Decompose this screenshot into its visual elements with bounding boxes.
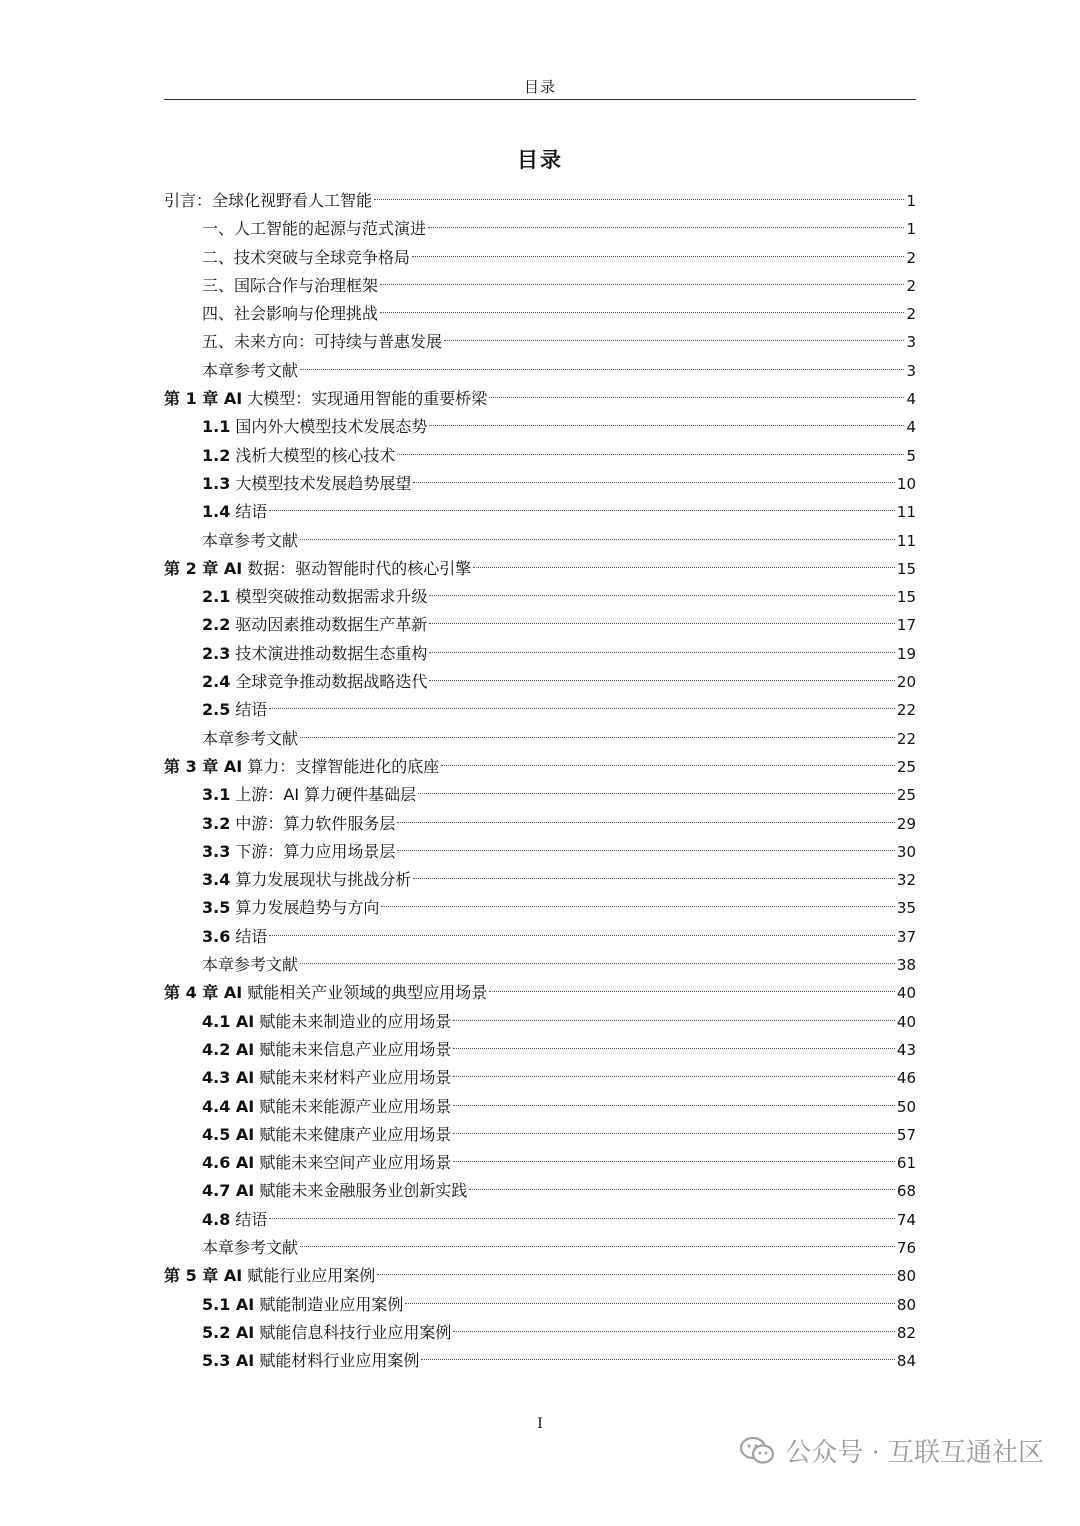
toc-leader-dots <box>453 1331 895 1332</box>
toc-entry-page: 30 <box>896 842 916 861</box>
toc-entry-page: 50 <box>896 1097 916 1116</box>
toc-entry[interactable] <box>164 1149 916 1177</box>
running-header: 目录 <box>523 78 556 96</box>
toc-entry-page: 43 <box>896 1040 916 1059</box>
toc-entry[interactable] <box>164 923 916 951</box>
toc-leader-dots <box>380 312 904 313</box>
toc-entry-page: 38 <box>896 956 916 975</box>
toc-leader-dots <box>300 369 904 370</box>
toc-entry-label: 4.2 AI 赋能未来信息产业应用场景 <box>202 1039 452 1059</box>
toc-entry-label: 1.4 结语 <box>202 502 268 522</box>
toc-entry-page: 25 <box>896 786 916 805</box>
toc-entry-label: 4.3 AI 赋能未来材料产业应用场景 <box>202 1068 452 1088</box>
toc-entry-label: 第 2 章 AI 数据：驱动智能时代的核心引擎 <box>164 558 472 578</box>
toc-entry-label: 第 5 章 AI 赋能行业应用案例 <box>164 1266 376 1286</box>
toc-entry-label: 二、技术突破与全球竞争格局 <box>202 247 411 267</box>
toc-entry-page: 4 <box>906 390 916 409</box>
toc-entry-page: 3 <box>906 361 916 380</box>
toc-entry-page: 74 <box>896 1210 916 1229</box>
toc-entry-label: 4.1 AI 赋能未来制造业的应用场景 <box>202 1011 452 1031</box>
toc-entry-page: 80 <box>896 1295 916 1314</box>
watermark-text: 公众号 · 互联互通社区 <box>785 1438 1044 1468</box>
toc-entry-label: 3.3 下游：算力应用场景层 <box>202 841 396 861</box>
toc-entry-label: 一、人工智能的起源与范式演进 <box>202 219 427 239</box>
toc-leader-dots <box>397 454 904 455</box>
toc-entry[interactable] <box>164 781 916 809</box>
toc-entry[interactable] <box>164 187 916 215</box>
toc-leader-dots <box>413 482 894 483</box>
toc-entry[interactable] <box>164 1121 916 1149</box>
toc-entry[interactable] <box>164 640 916 668</box>
toc-leader-dots <box>300 963 895 964</box>
toc-entry-page: 76 <box>896 1238 916 1257</box>
toc-entry[interactable] <box>164 1064 916 1092</box>
toc-leader-dots <box>441 765 895 766</box>
toc-entry-label: 4.6 AI 赋能未来空间产业应用场景 <box>202 1153 452 1173</box>
toc-leader-dots <box>269 510 894 511</box>
toc-entry-label: 2.1 模型突破推动数据需求升级 <box>202 587 428 607</box>
toc-entry[interactable] <box>164 272 916 300</box>
toc-leader-dots <box>405 1303 895 1304</box>
toc-entry-page: 15 <box>896 559 916 578</box>
toc-leader-dots <box>429 680 894 681</box>
toc-entry[interactable] <box>164 555 916 583</box>
toc-entry[interactable] <box>164 1347 916 1375</box>
toc-entry-label: 本章参考文献 <box>202 530 299 550</box>
toc-entry-page: 40 <box>896 984 916 1003</box>
toc-leader-dots <box>380 284 904 285</box>
page-number: I <box>537 1416 543 1432</box>
toc-entry[interactable] <box>164 498 916 526</box>
toc-leader-dots <box>428 227 904 228</box>
toc-entry-page: 22 <box>896 729 916 748</box>
toc-entry-page: 10 <box>896 474 916 493</box>
toc-entry-label: 2.5 结语 <box>202 700 268 720</box>
toc-entry-label: 1.3 大模型技术发展趋势展望 <box>202 473 412 493</box>
toc-entry-label: 本章参考文献 <box>202 360 299 380</box>
toc-entry-label: 2.3 技术演进推动数据生态重构 <box>202 643 428 663</box>
toc-title: 目录 <box>517 148 563 172</box>
toc-entry[interactable] <box>164 1319 916 1347</box>
toc-entry-label: 三、国际合作与治理框架 <box>202 275 379 295</box>
toc-entry-page: 46 <box>896 1069 916 1088</box>
toc-entry-label: 四、社会影响与伦理挑战 <box>202 304 379 324</box>
watermark <box>739 1432 1044 1469</box>
toc-entry[interactable] <box>164 611 916 639</box>
toc-entry[interactable] <box>164 1093 916 1121</box>
toc-entry-label: 3.1 上游：AI 算力硬件基础层 <box>202 785 417 805</box>
toc-entry[interactable] <box>164 810 916 838</box>
toc-entry-label: 本章参考文献 <box>202 1237 299 1257</box>
toc-entry-label: 5.1 AI 赋能制造业应用案例 <box>202 1294 404 1314</box>
toc-entry-label: 3.5 算力发展趋势与方向 <box>202 898 380 918</box>
toc-leader-dots <box>473 567 895 568</box>
toc-entry-page: 22 <box>896 701 916 720</box>
toc-leader-dots <box>377 1274 895 1275</box>
toc-entry-page: 25 <box>896 757 916 776</box>
toc-leader-dots <box>469 1189 895 1190</box>
toc-entry-page: 2 <box>906 248 916 267</box>
toc-entry-page: 32 <box>896 871 916 890</box>
toc-entry-page: 4 <box>906 418 916 437</box>
toc-entry-page: 11 <box>896 503 916 522</box>
toc-entry[interactable] <box>164 1177 916 1205</box>
toc-leader-dots <box>300 1246 895 1247</box>
toc-entry[interactable] <box>164 244 916 272</box>
toc-leader-dots <box>489 397 904 398</box>
toc-entry-label: 第 3 章 AI 算力：支撑智能进化的底座 <box>164 756 440 776</box>
toc-entry-label: 2.4 全球竞争推动数据战略迭代 <box>202 672 428 692</box>
toc-entry[interactable] <box>164 413 916 441</box>
toc-leader-dots <box>453 1020 895 1021</box>
toc-entry-page: 2 <box>906 276 916 295</box>
toc-entry-label: 本章参考文献 <box>202 955 299 975</box>
toc-leader-dots <box>413 878 894 879</box>
toc-leader-dots <box>429 595 894 596</box>
toc-leader-dots <box>489 991 895 992</box>
toc-leader-dots <box>397 822 894 823</box>
toc-leader-dots <box>429 425 904 426</box>
toc-entry[interactable] <box>164 1206 916 1234</box>
table-of-contents <box>164 187 916 1375</box>
toc-entry[interactable] <box>164 866 916 894</box>
toc-leader-dots <box>429 652 894 653</box>
toc-entry-page: 84 <box>896 1352 916 1371</box>
toc-entry-page: 1 <box>906 192 916 210</box>
toc-entry[interactable] <box>164 838 916 866</box>
toc-leader-dots <box>453 1076 895 1077</box>
toc-entry-page: 2 <box>906 305 916 324</box>
toc-entry[interactable] <box>164 725 916 753</box>
toc-entry[interactable] <box>164 357 916 385</box>
toc-leader-dots <box>412 256 904 257</box>
toc-entry-label: 4.8 结语 <box>202 1209 268 1229</box>
toc-leader-dots <box>453 1161 895 1162</box>
toc-entry[interactable] <box>164 215 916 243</box>
toc-leader-dots <box>300 539 895 540</box>
toc-entry-label: 3.6 结语 <box>202 926 268 946</box>
toc-entry-page: 35 <box>896 899 916 918</box>
toc-entry[interactable] <box>164 894 916 922</box>
toc-entry-page: 61 <box>896 1154 916 1173</box>
toc-entry-label: 3.2 中游：算力软件服务层 <box>202 813 396 833</box>
toc-entry-label: 5.3 AI 赋能材料行业应用案例 <box>202 1351 420 1371</box>
toc-entry-page: 19 <box>896 644 916 663</box>
toc-entry-label: 第 4 章 AI 赋能相关产业领域的典型应用场景 <box>164 983 488 1003</box>
toc-entry-label: 2.2 驱动因素推动数据生产革新 <box>202 615 428 635</box>
toc-entry-page: 68 <box>896 1182 916 1201</box>
toc-entry-page: 20 <box>896 673 916 692</box>
toc-entry-label: 4.4 AI 赋能未来能源产业应用场景 <box>202 1096 452 1116</box>
toc-leader-dots <box>453 1105 895 1106</box>
toc-entry[interactable] <box>164 696 916 724</box>
toc-entry-page: 11 <box>896 531 916 550</box>
toc-leader-dots <box>397 850 894 851</box>
toc-leader-dots <box>421 1359 895 1360</box>
toc-entry-page: 29 <box>896 814 916 833</box>
toc-entry-page: 15 <box>896 588 916 607</box>
toc-leader-dots <box>269 1218 894 1219</box>
toc-leader-dots <box>269 935 894 936</box>
toc-entry-page: 82 <box>896 1323 916 1342</box>
toc-entry-page: 37 <box>896 927 916 946</box>
wechat-icon <box>739 1436 775 1466</box>
toc-entry[interactable] <box>164 470 916 498</box>
toc-entry-label: 1.1 国内外大模型技术发展态势 <box>202 417 428 437</box>
toc-entry[interactable] <box>164 527 916 555</box>
toc-entry-page: 17 <box>896 616 916 635</box>
toc-entry[interactable] <box>164 1036 916 1064</box>
toc-entry-label: 4.5 AI 赋能未来健康产业应用场景 <box>202 1124 452 1144</box>
toc-leader-dots <box>429 623 894 624</box>
toc-leader-dots <box>300 737 895 738</box>
toc-entry[interactable] <box>164 951 916 979</box>
toc-entry[interactable] <box>164 753 916 781</box>
toc-entry-page: 80 <box>896 1267 916 1286</box>
toc-entry-label: 引言：全球化视野看人工智能 <box>164 191 373 210</box>
toc-entry[interactable] <box>164 385 916 413</box>
toc-leader-dots <box>381 906 894 907</box>
toc-entry[interactable] <box>164 1291 916 1319</box>
toc-entry[interactable] <box>164 442 916 470</box>
toc-entry-label: 第 1 章 AI 大模型：实现通用智能的重要桥梁 <box>164 389 488 409</box>
toc-entry-label: 1.2 浅析大模型的核心技术 <box>202 445 396 465</box>
toc-leader-dots <box>269 708 894 709</box>
toc-leader-dots <box>374 199 904 200</box>
toc-entry-page: 3 <box>906 333 916 352</box>
toc-entry-label: 5.2 AI 赋能信息科技行业应用案例 <box>202 1322 452 1342</box>
toc-entry-page: 57 <box>896 1125 916 1144</box>
toc-entry-label: 本章参考文献 <box>202 728 299 748</box>
toc-entry[interactable] <box>164 1008 916 1036</box>
toc-entry[interactable] <box>164 979 916 1007</box>
toc-entry[interactable] <box>164 1262 916 1290</box>
toc-entry-page: 5 <box>906 446 916 465</box>
toc-entry-page: 40 <box>896 1012 916 1031</box>
header-rule <box>164 99 916 100</box>
toc-entry[interactable] <box>164 328 916 356</box>
toc-leader-dots <box>453 1133 895 1134</box>
toc-entry[interactable] <box>164 583 916 611</box>
toc-entry[interactable] <box>164 300 916 328</box>
toc-entry[interactable] <box>164 1234 916 1262</box>
toc-leader-dots <box>418 793 895 794</box>
toc-leader-dots <box>444 340 904 341</box>
toc-leader-dots <box>453 1048 895 1049</box>
toc-entry-page: 1 <box>906 220 916 239</box>
toc-entry-label: 4.7 AI 赋能未来金融服务业创新实践 <box>202 1181 468 1201</box>
toc-entry-label: 3.4 算力发展现状与挑战分析 <box>202 870 412 890</box>
toc-entry[interactable] <box>164 668 916 696</box>
toc-entry-label: 五、未来方向：可持续与普惠发展 <box>202 332 443 352</box>
